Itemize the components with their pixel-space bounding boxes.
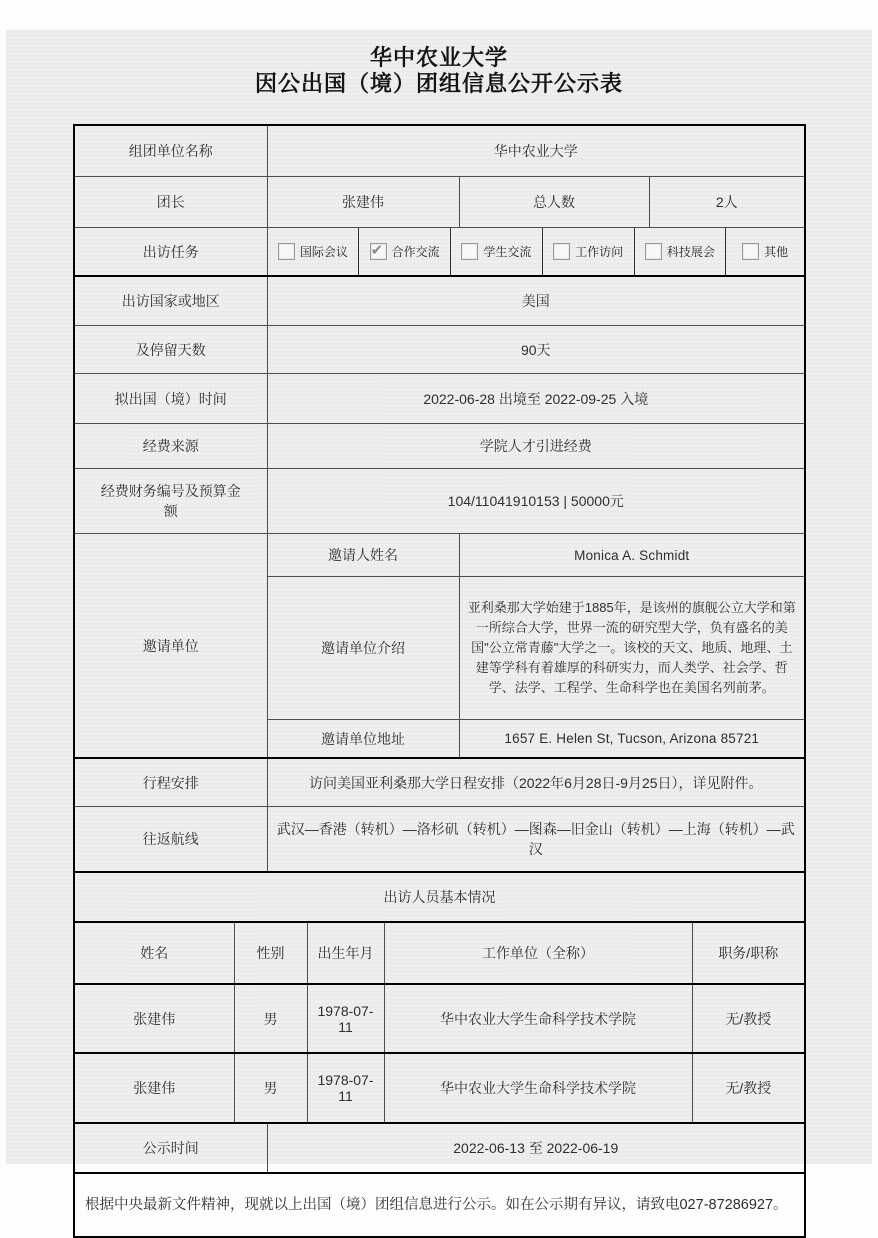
disclosure-table [73, 124, 806, 1238]
person-workunit: 华中农业大学生命科学技术学院 [384, 984, 692, 1053]
personnel-header-gender: 性别 [234, 922, 307, 984]
person-birth: 1978-07-11 [307, 984, 384, 1053]
footer-note-row [74, 1173, 805, 1237]
dates-value: 2022-06-28 出境至 2022-09-25 入境 [267, 374, 805, 424]
personnel-section-title: 出访人员基本情况 [74, 872, 805, 922]
row-route [74, 807, 805, 873]
inviter-name-value: Monica A. Schmidt [459, 534, 805, 577]
mission-option-work-visit [543, 228, 635, 275]
row-country [74, 276, 805, 326]
days-label: 及停留天数 [74, 326, 267, 374]
mission-option-label: 合作交流 [391, 245, 440, 259]
mission-option-student-exchange [451, 228, 543, 275]
budget-label: 经费财务编号及预算金额 [74, 469, 267, 534]
page-title-line2: 因公出国（境）团组信息公开公示表 [254, 71, 623, 96]
personnel-row [74, 1053, 805, 1123]
row-org [74, 125, 805, 177]
person-gender: 男 [234, 984, 307, 1053]
publicity-value: 2022-06-13 至 2022-06-19 [267, 1123, 805, 1173]
checkbox-cooperation[interactable] [370, 243, 387, 260]
days-value: 90天 [267, 326, 805, 374]
route-label: 往返航线 [74, 807, 267, 873]
mission-option-label: 工作访问 [575, 245, 624, 259]
page-background [6, 30, 872, 1213]
person-title: 无/教授 [692, 984, 805, 1053]
inviter-intro-label: 邀请单位介绍 [267, 577, 459, 720]
mission-option-label: 学生交流 [483, 245, 532, 259]
country-value: 美国 [267, 276, 805, 326]
mission-label: 出访任务 [74, 228, 267, 277]
total-count-value: 2人 [649, 177, 805, 228]
country-label: 出访国家或地区 [74, 276, 267, 326]
org-value: 华中农业大学 [267, 125, 805, 177]
mission-options [268, 228, 805, 275]
checkbox-tech-expo[interactable] [645, 243, 662, 260]
inviter-addr-label: 邀请单位地址 [267, 720, 459, 759]
itinerary-label: 行程安排 [74, 758, 267, 807]
row-itinerary [74, 758, 805, 807]
checkbox-other[interactable] [742, 243, 759, 260]
checkbox-intl-conference[interactable] [278, 243, 295, 260]
person-birth: 1978-07-11 [307, 1053, 384, 1123]
personnel-header-name: 姓名 [74, 922, 234, 984]
dates-label: 拟出国（境）时间 [74, 374, 267, 424]
budget-value: 104/11041910153 | 50000元 [267, 469, 805, 534]
personnel-header-birth: 出生年月 [307, 922, 384, 984]
row-mission [74, 228, 805, 277]
row-funding [74, 424, 805, 469]
inviter-label: 邀请单位 [74, 534, 267, 759]
mission-option-cooperation [359, 228, 451, 275]
mission-option-other [726, 228, 804, 275]
personnel-section-header [74, 872, 805, 922]
person-gender: 男 [234, 1053, 307, 1123]
row-days [74, 326, 805, 374]
person-workunit: 华中农业大学生命科学技术学院 [384, 1053, 692, 1123]
check-icon: ✔ [370, 242, 384, 259]
personnel-header-title: 职务/职称 [692, 922, 805, 984]
leader-label: 团长 [74, 177, 267, 228]
mission-option-label: 科技展会 [666, 245, 715, 259]
mission-option-label: 其他 [764, 245, 789, 259]
itinerary-value: 访问美国亚利桑那大学日程安排（2022年6月28日-9月25日），详见附件。 [267, 758, 805, 807]
checkbox-student-exchange[interactable] [461, 243, 478, 260]
person-name: 张建伟 [74, 1053, 234, 1123]
route-value: 武汉—香港（转机）—洛杉矶（转机）—图森—旧金山（转机）—上海（转机）—武汉 [267, 807, 805, 873]
funding-value: 学院人才引进经费 [267, 424, 805, 469]
checkbox-work-visit[interactable] [553, 243, 570, 260]
inviter-name-label: 邀请人姓名 [267, 534, 459, 577]
inviter-addr-value: 1657 E. Helen St, Tucson, Arizona 85721 [459, 720, 805, 759]
row-publicity [74, 1123, 805, 1173]
org-label: 组团单位名称 [74, 125, 267, 177]
mission-option-tech-expo [635, 228, 727, 275]
total-count-label: 总人数 [459, 177, 649, 228]
page-title [6, 45, 872, 97]
leader-value: 张建伟 [267, 177, 459, 228]
inviter-intro-value: 亚利桑那大学始建于1885年，是该州的旗舰公立大学和第一所综合大学，世界一流的研究型大学，负有盛名的美国"公立常青藤"大学之一。该校的天文、地质、地理、土建等学科有着雄厚的科研实力，而人类学、社会学、哲学、法学、工程学、生命科学也在美国名列前茅。 [459, 577, 805, 720]
row-leader [74, 177, 805, 228]
row-dates [74, 374, 805, 424]
personnel-header-workunit: 工作单位（全称） [384, 922, 692, 984]
page-title-line1: 华中农业大学 [369, 45, 508, 70]
row-inviter-name [74, 534, 805, 577]
mission-option-intl-conference [268, 228, 360, 275]
personnel-row [74, 984, 805, 1053]
funding-label: 经费来源 [74, 424, 267, 469]
mission-option-label: 国际会议 [299, 245, 348, 259]
person-name: 张建伟 [74, 984, 234, 1053]
footer-note: 根据中央最新文件精神，现就以上出国（境）团组信息进行公示。如在公示期有异议，请致电027-87286927。 [74, 1173, 805, 1237]
publicity-label: 公示时间 [74, 1123, 267, 1173]
row-budget [74, 469, 805, 534]
person-title: 无/教授 [692, 1053, 805, 1123]
personnel-header-row [74, 922, 805, 984]
